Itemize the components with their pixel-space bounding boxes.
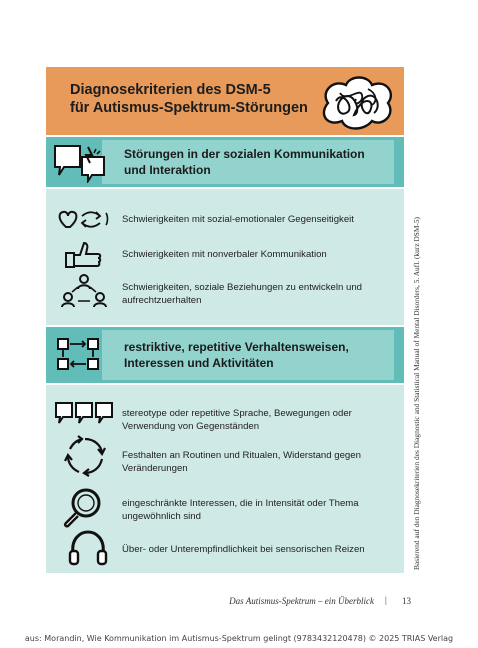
section-band-repetitive — [46, 325, 404, 385]
card-title-line1: Diagnosekriterien des DSM-5 — [70, 82, 271, 98]
page-number: 13 — [402, 596, 411, 606]
people-network-icon — [60, 273, 108, 309]
source-citation: aus: Morandin, Wie Kommunikation im Autismus-Spektrum gelingt (9783432120478) © 2025 TRIAS Verlag — [24, 634, 454, 643]
section-heading-social-line2: und Interaktion — [124, 163, 211, 177]
social-item-3: Schwierigkeiten, soziale Beziehungen zu entwickeln und aufrechtzuerhalten — [122, 282, 362, 306]
card-title — [70, 81, 310, 117]
footer-separator: | — [385, 595, 387, 605]
repetitive-item-3: eingeschränkte Interessen, die in Intensität oder Thema ungewöhnlich sind — [122, 498, 359, 522]
criteria-card — [46, 67, 404, 573]
gesture-icon — [64, 239, 104, 271]
section-band-social — [46, 135, 404, 189]
speech-bubbles-icon — [54, 401, 114, 427]
speech-bubbles-icon — [52, 143, 108, 183]
repetitive-item-4: Über- oder Unterempfindlichkeit bei sensorischen Reizen — [122, 544, 365, 555]
section-heading-repetitive — [124, 339, 349, 371]
page-footer — [0, 596, 478, 610]
flow-diagram-icon — [56, 337, 100, 371]
footer-chapter-title: Das Autismus-Spektrum – ein Überblick — [229, 596, 374, 606]
cycle-arrows-icon — [64, 435, 106, 477]
heart-exchange-icon — [56, 207, 112, 231]
section-heading-social-line1: Störungen in der sozialen Kommunikation — [124, 147, 365, 161]
social-item-2: Schwierigkeiten mit nonverbaler Kommunikation — [122, 249, 327, 260]
section-heading-social — [124, 146, 365, 178]
repetitive-item-1: stereotype oder repetitive Sprache, Bewegungen oder Verwendung von Gegenständen — [122, 408, 352, 432]
social-item-1: Schwierigkeiten mit sozial-emotionaler Gegenseitigkeit — [122, 214, 354, 225]
title-band — [46, 67, 404, 135]
section-heading-repetitive-line2: Interessen und Aktivitäten — [124, 356, 274, 370]
card-title-line2: für Autismus-Spektrum-Störungen — [70, 100, 308, 116]
magnifier-icon — [60, 487, 104, 529]
repetitive-item-2: Festhalten an Routinen und Ritualen, Widerstand gegen Veränderungen — [122, 450, 361, 474]
headphones-icon — [68, 529, 108, 567]
scribble-cloud-icon — [316, 73, 398, 138]
section-heading-repetitive-line1: restriktive, repetitive Verhaltensweisen, — [124, 340, 349, 354]
source-note-vertical: Basierend auf den Diagnosekriterien des Diagnostic and Statistical Manual of Mental Disorders, 5. Aufl. (kurz DSM-5) — [412, 216, 421, 570]
